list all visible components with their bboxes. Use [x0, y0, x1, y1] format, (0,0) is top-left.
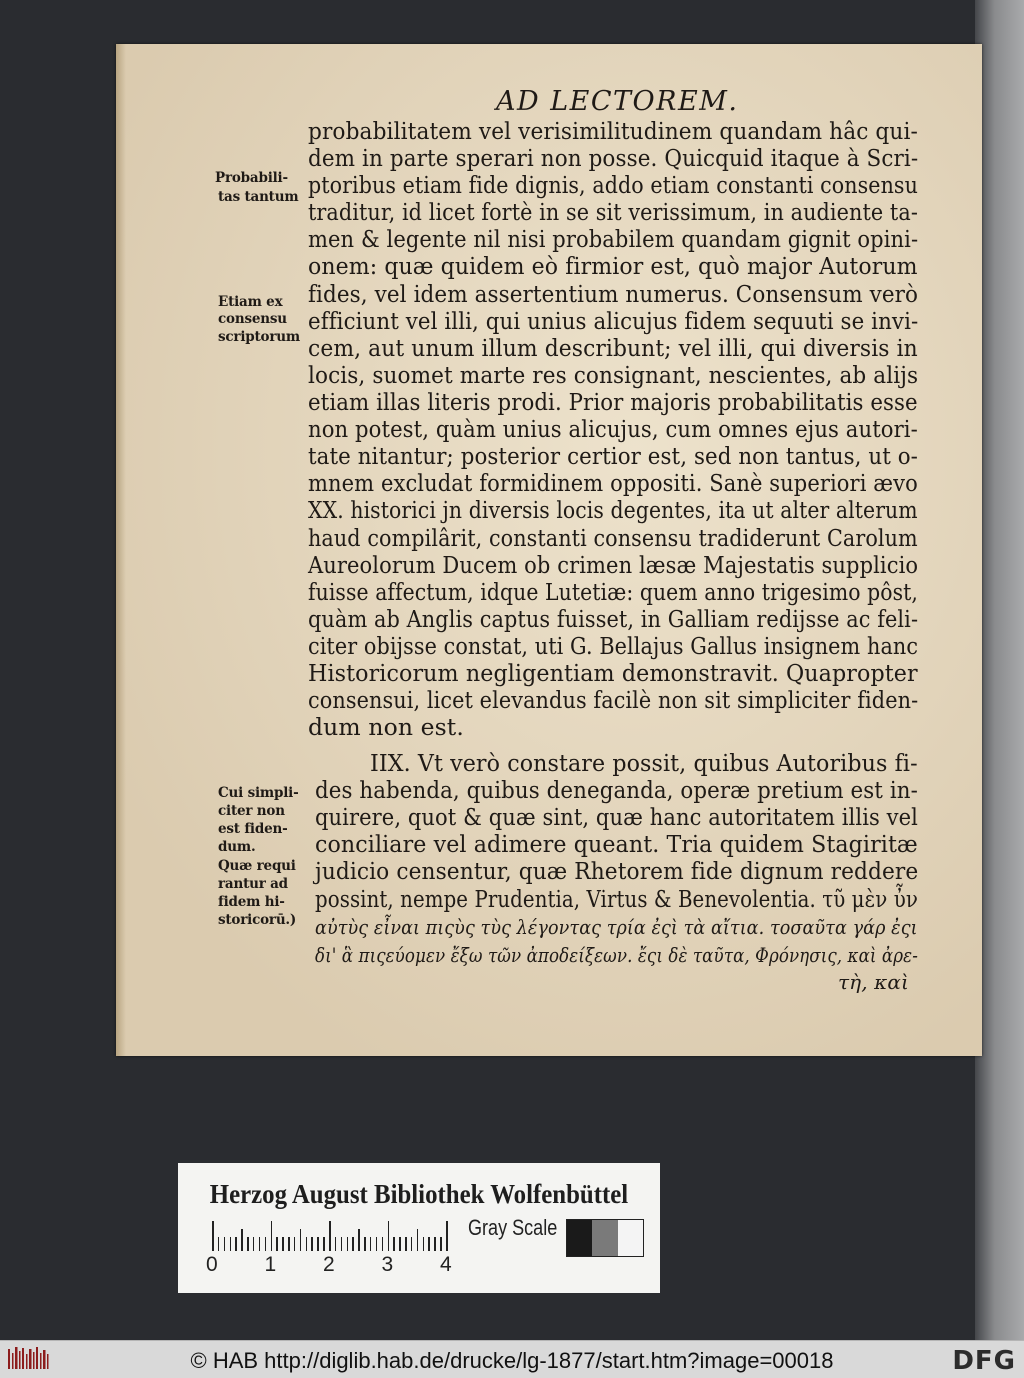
ruler-tick	[364, 1237, 366, 1251]
ruler-tick	[405, 1237, 407, 1251]
marginal-note-line: Etiam ex	[218, 294, 283, 310]
marginal-note-line: scriptorum	[218, 329, 300, 345]
text-line: αὐτὺς εἶναι πιςὺς τὺς λέγοντας τρία ἐςὶ τὰ αἴτια. τοσαῦτα γάρ ἐςι	[315, 915, 918, 939]
library-name: Herzog August Bibliothek Wolfenbüttel	[209, 1179, 629, 1209]
marginal-note-line: storicorū.)	[218, 912, 297, 928]
ruler-tick	[259, 1237, 261, 1251]
ruler-tick	[358, 1229, 360, 1251]
ruler-tick	[265, 1237, 267, 1251]
ruler-tick	[440, 1237, 442, 1251]
text-line: etiam illas literis prodi. Prior majoris probabilitatis esse	[308, 388, 918, 416]
marginal-note-line: consensu	[218, 311, 287, 327]
text-line: dum non est.	[308, 713, 464, 741]
page-gutter-shadow	[116, 44, 126, 1056]
ruler-tick	[230, 1237, 232, 1251]
ruler-tick	[253, 1237, 255, 1251]
text-line: mnem excludat formidinem oppositi. Sanè superiori ævo	[308, 469, 918, 497]
text-line: fides, vel idem assertentium numerus. Consensum verò	[308, 280, 919, 308]
gray-swatch-mid	[592, 1220, 617, 1256]
text-line: fuisse affectum, idque Lutetiæ: quem anno trigesimo pôst,	[308, 578, 918, 606]
ruler-tick	[388, 1221, 390, 1251]
text-line: non potest, quàm unius alicujus, cum omnes ejus autori-	[308, 415, 918, 443]
marginal-note-line: citer non	[218, 803, 285, 819]
gray-swatch-light	[618, 1220, 643, 1256]
text-line: onem: quæ quidem eò firmior est, quò major Autorum	[308, 252, 918, 280]
text-line: IIX. Vt verò constare possit, quibus Autoribus fi-	[370, 749, 918, 777]
marginal-note-line: fidem hi-	[218, 894, 285, 910]
ruler-tick	[311, 1237, 313, 1251]
ruler-tick	[352, 1237, 354, 1251]
text-line: consensui, licet elevandus facilè non sit simpliciter fiden-	[308, 686, 919, 714]
marginal-note-line: tas tantum	[218, 189, 299, 205]
ruler-tick	[341, 1237, 343, 1251]
running-head: AD LECTOREM.	[496, 86, 739, 117]
ruler-tick	[382, 1237, 384, 1251]
ruler-tick	[411, 1237, 413, 1251]
ruler-tick	[235, 1237, 237, 1251]
text-line: XX. historici jn diversis locis degentes, ita ut alter alterum	[308, 496, 918, 524]
dfg-logo: DFG	[952, 1346, 1016, 1376]
ruler-tick	[417, 1229, 419, 1251]
text-line: des habenda, quibus deneganda, operæ pretium est in-	[315, 776, 918, 804]
ruler-tick	[224, 1237, 226, 1251]
text-line: possint, nempe Prudentia, Virtus & Benevolentia. τῦ μὲν ὖν	[315, 885, 918, 913]
ruler-tick	[294, 1237, 296, 1251]
viewer-footer	[0, 1340, 1024, 1378]
text-line: citer obijsse constat, uti G. Bellajus Gallus insignem hanc	[308, 632, 919, 660]
text-line: τὴ, καὶ	[838, 970, 909, 994]
ruler-tick	[306, 1237, 308, 1251]
text-line: traditur, id licet fortè in se sit verissimum, in audiente ta-	[308, 198, 918, 226]
ruler-tick	[271, 1221, 273, 1251]
gray-scale-swatch	[566, 1219, 644, 1257]
ruler-tick	[218, 1237, 220, 1251]
ruler-tick	[288, 1237, 290, 1251]
ruler-tick	[423, 1237, 425, 1251]
ruler-tick	[241, 1229, 243, 1251]
text-line: efficiunt vel illi, qui unius alicujus fidem sequuti se invi-	[308, 307, 919, 335]
gray-scale-label: Gray Scale	[468, 1215, 558, 1240]
ruler-tick	[276, 1237, 278, 1251]
ruler-tick	[393, 1237, 395, 1251]
marginal-note-line: dum.	[218, 839, 256, 855]
marginal-note-line: Quæ requi	[218, 858, 296, 874]
ruler-tick	[399, 1237, 401, 1251]
text-line: cem, aut unum illum describunt; vel illi, qui diversis in	[308, 334, 918, 362]
ruler-tick	[370, 1237, 372, 1251]
ruler-number: 1	[264, 1253, 277, 1276]
text-line: δι' ἃ πιςεύομεν ἔξω τῶν ἀποδείξεων. ἔςι δὲ ταῦτα, Φρόνησις, καὶ ἀρε-	[315, 943, 918, 967]
text-line: quirere, quot & quæ sint, quæ hanc autoritatem illis vel	[315, 803, 918, 831]
ruler-number: 3	[381, 1253, 394, 1276]
ruler-tick	[323, 1237, 325, 1251]
text-line: locis, suomet marte res consignant, nescientes, ab alijs	[308, 361, 919, 389]
ruler-tick	[329, 1221, 331, 1251]
ruler-tick	[428, 1237, 430, 1251]
text-line: judicio censentur, quæ Rhetorem fide dignum reddere	[315, 857, 919, 885]
gray-swatch-dark	[567, 1220, 592, 1256]
ruler-tick	[335, 1237, 337, 1251]
text-line: tate nitantur; posterior certior est, sed non tantus, ut o-	[308, 442, 918, 470]
ruler-tick	[347, 1237, 349, 1251]
ruler-tick	[376, 1237, 378, 1251]
ruler-tick	[317, 1237, 319, 1251]
ruler-number: 4	[440, 1253, 452, 1276]
ruler-tick	[247, 1237, 249, 1251]
text-line: ptoribus etiam fide dignis, addo etiam constanti consensu	[308, 171, 918, 199]
text-line: conciliare vel adimere queant. Tria quidem Stagiritæ	[315, 830, 918, 858]
source-url[interactable]: © HAB http://diglib.hab.de/drucke/lg-1877/start.htm?image=00018	[190, 1348, 834, 1373]
ruler-tick	[434, 1237, 436, 1251]
library-label	[178, 1163, 660, 1293]
ruler-tick	[300, 1229, 302, 1251]
text-line: probabilitatem vel verisimilitudinem quandam hâc qui-	[308, 117, 918, 145]
text-line: men & legente nil nisi probabilem quandam gignit opini-	[308, 225, 919, 253]
text-line: haud compilârit, constanti consensu tradiderunt Carolum	[308, 524, 918, 552]
text-line: dem in parte sperari non posse. Quicquid itaque à Scri-	[308, 144, 919, 172]
text-line: Aureolorum Ducem ob crimen læsæ Majestatis supplicio	[308, 551, 919, 579]
ruler-tick	[446, 1221, 448, 1251]
marginal-note-line: rantur ad	[218, 876, 288, 892]
marginal-note-line: Probabili-	[215, 170, 288, 186]
text-line: Historicorum negligentiam demonstravit. Quapropter	[308, 659, 918, 687]
marginal-note-line: Cui simpli-	[218, 785, 299, 801]
scanner-backdrop-strip	[975, 0, 1024, 1340]
ruler-tick	[212, 1221, 214, 1251]
marginal-note-line: est fiden-	[218, 821, 288, 837]
text-line: quàm ab Anglis captus fuisset, in Galliam redijsse ac feli-	[308, 605, 919, 633]
ruler-number: 2	[323, 1253, 335, 1276]
ruler-number: 0	[206, 1253, 218, 1276]
ruler-tick	[282, 1237, 284, 1251]
